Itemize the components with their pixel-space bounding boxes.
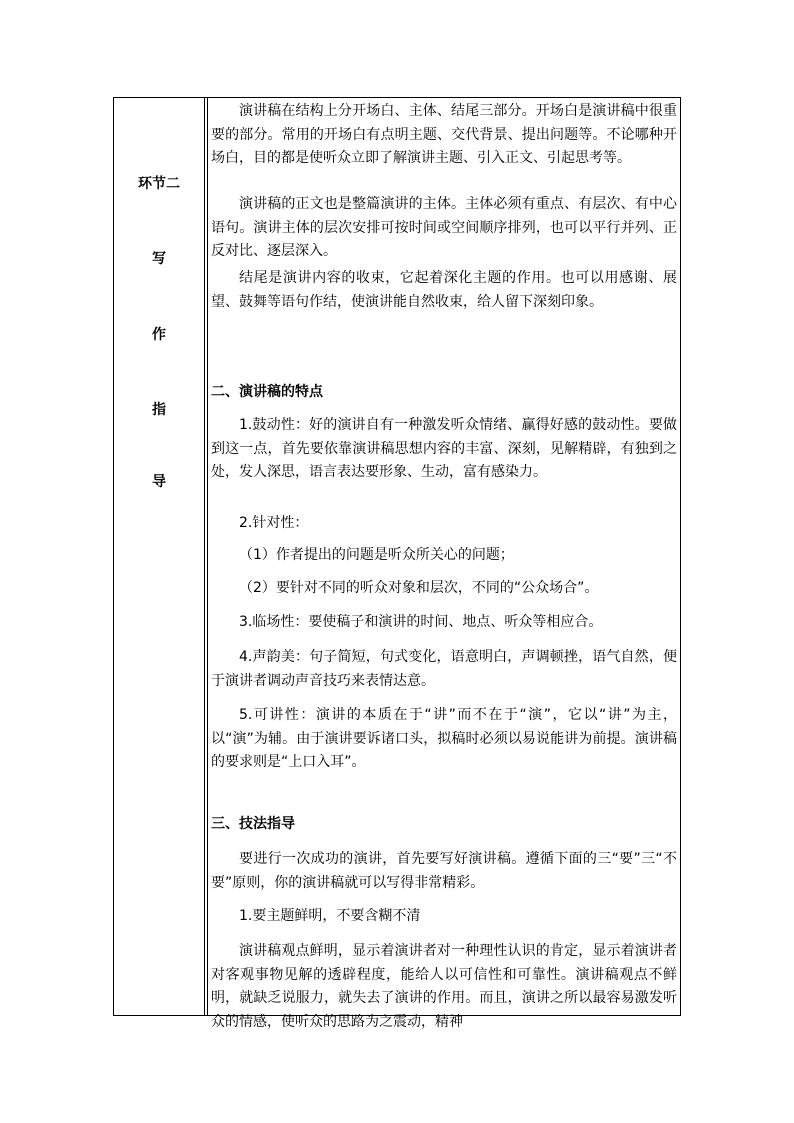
feature-3: 3.临场性：要使稿子和演讲的时间、地点、听众等相应合。 (239, 614, 603, 630)
technique-intro: 要进行一次成功的演讲，首先要写好演讲稿。遵循下面的三“要”三“不要”原则，你的演讲稿就可以写得非常精彩。 (211, 851, 677, 891)
content-table (113, 97, 681, 1030)
heading-features: 二、演讲稿的特点 (211, 384, 323, 400)
label-char-3: 指 (152, 402, 166, 418)
feature-1: 1.鼓动性：好的演讲自有一种激发听众情绪、赢得好感的鼓动性。要做到这一点，首先要依靠演讲稿思想内容的丰富、深刻，见解精辟，有独到之处，发人深思，语言表达要形象、生动，富有感染力。 (211, 417, 677, 480)
paragraph-ending: 结尾是演讲内容的收束，它起着深化主题的作用。也可以用感谢、展望、鼓舞等语句作结，使演讲能自然收束，给人留下深刻印象。 (211, 270, 677, 310)
label-char-4: 导 (152, 474, 166, 490)
section-label: 环节二 (138, 176, 180, 192)
feature-2-item-1: （1）作者提出的问题是听众所关心的问题； (239, 547, 514, 563)
label-char-1: 写 (152, 251, 166, 267)
column-divider (204, 98, 205, 1015)
technique-rule-1: 1.要主题鲜明，不要含糊不清 (239, 908, 421, 924)
technique-rule-1-body: 演讲稿观点鲜明，显示着演讲者对一种理性认识的肯定，显示着演讲者对客观事物见解的透辟程度，能给人以可信性和可靠性。演讲稿观点不鲜明，就缺乏说服力，就失去了演讲的作用。而且，演讲之所以最容易激发听众的情感，使听众的思路为之震动，精神 (211, 943, 677, 1030)
paragraph-body: 演讲稿的正文也是整篇演讲的主体。主体必须有重点、有层次、有中心语句。演讲主体的层次安排可按时间或空间顺序排列，也可以平行并列、正反对比、逐层深入。 (211, 196, 677, 259)
feature-5: 5.可讲性：演讲的本质在于“讲”而不在于“演”，它以“讲”为主，以“演”为辅。由于演讲要诉诸口头，拟稿时必须以易说能讲为前提。演讲稿的要求则是“上口入耳”。 (211, 707, 677, 770)
feature-4: 4.声韵美：句子简短，句式变化，语意明白，声调顿挫，语气自然，便于演讲者调动声音技巧来表情达意。 (211, 649, 677, 689)
feature-2: 2.针对性： (239, 515, 309, 531)
feature-2-item-2: （2）要针对不同的听众对象和层次，不同的“公众场合”。 (239, 580, 599, 596)
column-divider-inner (207, 98, 208, 1015)
label-char-2: 作 (152, 327, 166, 343)
paragraph-opening: 演讲稿在结构上分开场白、主体、结尾三部分。开场白是演讲稿中很重要的部分。常用的开场白有点明主题、交代背景、提出问题等。不论哪种开场白，目的都是使听众立即了解演讲主题、引入正文、引起思考等。 (211, 103, 677, 166)
heading-techniques: 三、技法指导 (211, 816, 295, 832)
